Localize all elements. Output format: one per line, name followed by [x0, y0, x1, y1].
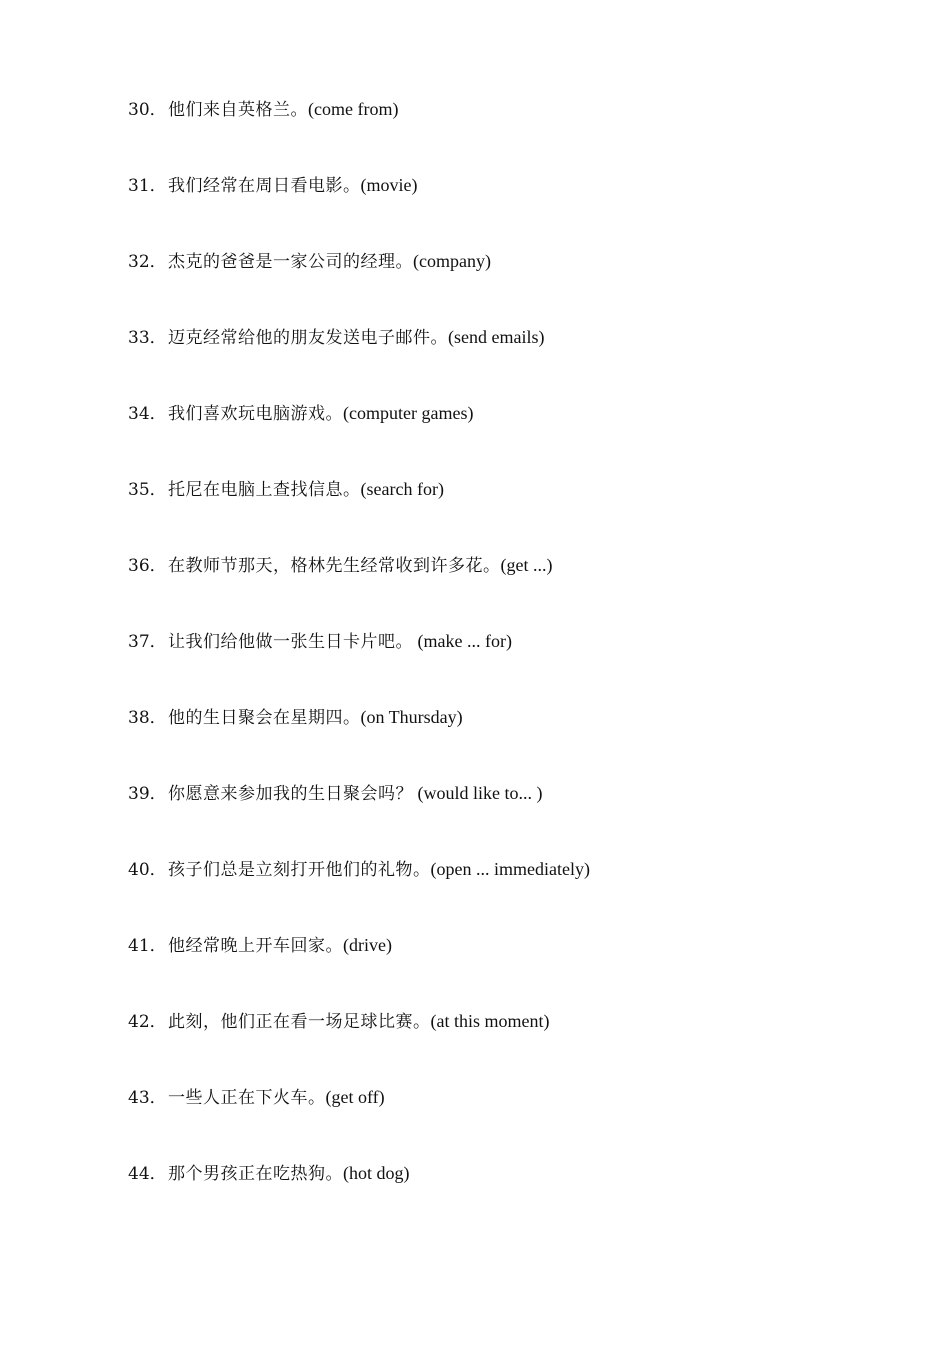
item-number: 38． — [128, 708, 167, 728]
item-number: 44． — [128, 1164, 167, 1184]
exercise-item-36 — [128, 552, 908, 578]
item-english-hint: (company) — [413, 251, 491, 271]
item-chinese-sentence: 此刻，他们正在看一场足球比赛。 — [168, 1012, 431, 1032]
item-chinese-sentence: 你愿意来参加我的生日聚会吗？ — [168, 784, 413, 804]
item-english-hint: (search for) — [360, 479, 444, 499]
item-chinese-sentence: 托尼在电脑上查找信息。 — [168, 480, 361, 500]
item-english-hint: (send emails) — [448, 327, 545, 347]
exercise-item-35 — [128, 476, 908, 502]
item-chinese-sentence: 在教师节那天，格林先生经常收到许多花。 — [168, 556, 501, 576]
item-chinese-sentence: 迈克经常给他的朋友发送电子邮件。 — [168, 328, 448, 348]
item-chinese-sentence: 孩子们总是立刻打开他们的礼物。 — [168, 860, 431, 880]
exercise-item-40 — [128, 856, 908, 882]
exercise-item-41 — [128, 932, 908, 958]
item-english-hint: (computer games) — [343, 403, 474, 423]
item-number: 35． — [128, 480, 167, 500]
exercise-item-42 — [128, 1008, 908, 1034]
item-number: 40． — [128, 860, 167, 880]
item-english-hint: (would like to... ) — [413, 783, 543, 803]
item-english-hint: (at this moment) — [430, 1011, 550, 1031]
item-number: 34． — [128, 404, 167, 424]
item-chinese-sentence: 他的生日聚会在星期四。 — [168, 708, 361, 728]
exercise-item-31 — [128, 172, 908, 198]
exercise-item-34 — [128, 400, 908, 426]
item-english-hint: (movie) — [360, 175, 418, 195]
item-chinese-sentence: 那个男孩正在吃热狗。 — [168, 1164, 343, 1184]
exercise-item-32 — [128, 248, 908, 274]
item-number: 30． — [128, 100, 167, 120]
exercise-item-33 — [128, 324, 908, 350]
exercise-item-44 — [128, 1160, 908, 1186]
item-number: 32． — [128, 252, 167, 272]
exercise-item-39 — [128, 780, 908, 806]
item-number: 37． — [128, 632, 167, 652]
item-english-hint: (come from) — [308, 99, 399, 119]
exercise-item-30 — [128, 96, 908, 122]
item-number: 36． — [128, 556, 167, 576]
item-english-hint: (hot dog) — [343, 1163, 410, 1183]
item-chinese-sentence: 我们经常在周日看电影。 — [168, 176, 361, 196]
item-chinese-sentence: 一些人正在下火车。 — [168, 1088, 326, 1108]
item-number: 31． — [128, 176, 167, 196]
item-chinese-sentence: 杰克的爸爸是一家公司的经理。 — [168, 252, 413, 272]
exercise-item-38 — [128, 704, 908, 730]
item-chinese-sentence: 我们喜欢玩电脑游戏。 — [168, 404, 343, 424]
item-english-hint: (get ...) — [500, 555, 553, 575]
item-english-hint: (on Thursday) — [360, 707, 463, 727]
item-chinese-sentence: 让我们给他做一张生日卡片吧。 — [168, 632, 413, 652]
exercise-item-37 — [128, 628, 908, 654]
item-number: 33． — [128, 328, 167, 348]
item-number: 39． — [128, 784, 167, 804]
item-chinese-sentence: 他们来自英格兰。 — [168, 100, 308, 120]
item-english-hint: (open ... immediately) — [430, 859, 590, 879]
item-chinese-sentence: 他经常晚上开车回家。 — [168, 936, 343, 956]
item-english-hint: (make ... for) — [413, 631, 512, 651]
item-number: 41． — [128, 936, 167, 956]
item-number: 42． — [128, 1012, 167, 1032]
item-english-hint: (drive) — [343, 935, 392, 955]
exercise-item-43 — [128, 1084, 908, 1110]
item-english-hint: (get off) — [325, 1087, 385, 1107]
item-number: 43． — [128, 1088, 167, 1108]
